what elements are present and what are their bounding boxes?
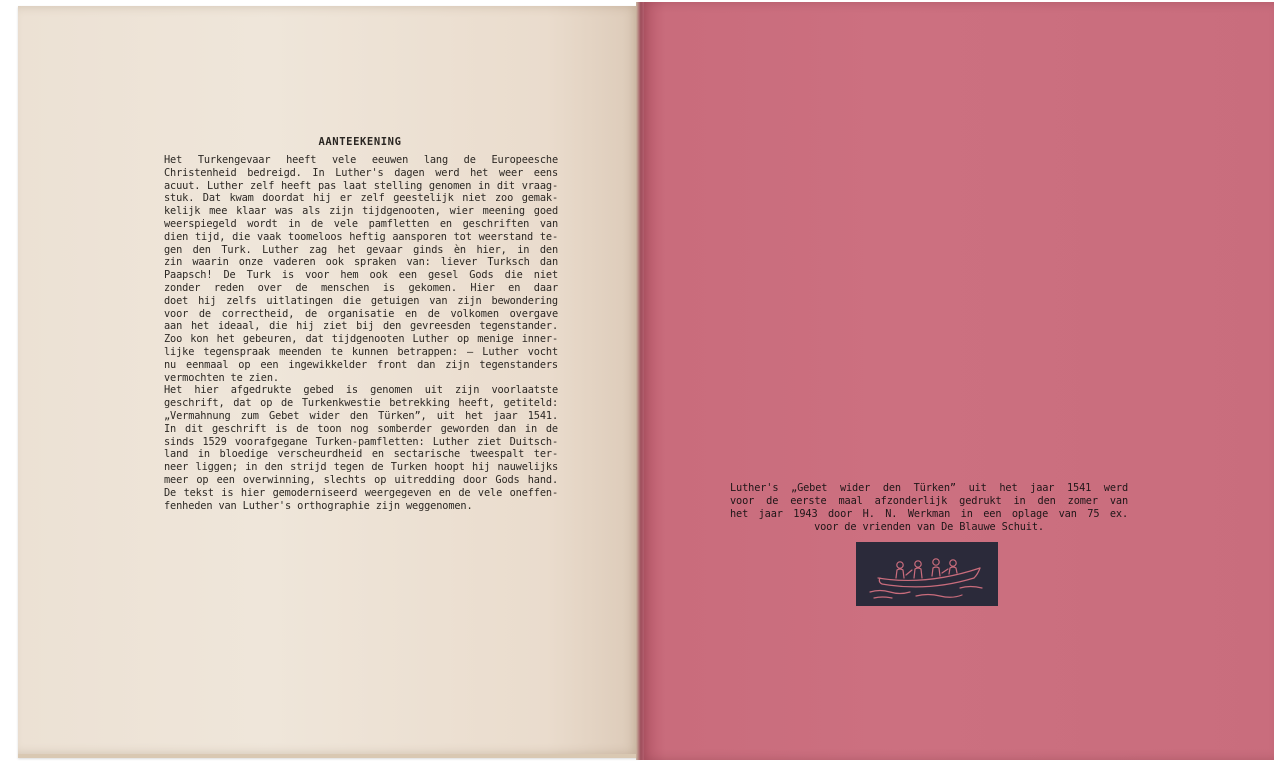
note-line: doet hij zelfs uitlatingen die getuigen van zijn bewondering: [164, 294, 558, 307]
note-line: „Vermahnung zum Gebet wider den Türken”, uit het jaar 1541.: [164, 409, 558, 422]
note-line: acuut. Luther zelf heeft pas laat stelling genomen in dit vraag-: [164, 179, 558, 192]
book-gutter: [636, 2, 644, 760]
note-line: geschrift, dat op de Turkenkwestie betrekking heeft, getiteld:: [164, 397, 558, 410]
note-line: In dit geschrift is de toon nog somberder geworden dan in de: [164, 422, 558, 435]
note-line: Het hier afgedrukte gebed is genomen uit zijn voorlaatste: [164, 384, 558, 397]
colophon-line: voor de eerste maal afzonderlijk gedrukt in den zomer van: [730, 495, 1128, 507]
boat-woodcut-icon: [856, 542, 998, 606]
note-line: De tekst is hier gemoderniseerd weergegeven en de vele oneffen-: [164, 486, 558, 499]
note-line: voor de correctheid, de organisatie en de volkomen overgave: [164, 307, 558, 320]
note-line: stuk. Dat kwam doordat hij er zelf geestelijk niet zoo gemak-: [164, 192, 558, 205]
note-line: lijke tegenspraak meenden te kunnen betrappen: — Luther vocht: [164, 345, 558, 358]
note-line: zonder reden over de menschen is gekomen. Hier en daar: [164, 281, 558, 294]
note-line: aan het ideaal, die hij ziet bij den gevreesden tegenstander.: [164, 320, 558, 333]
note-line: Zoo kon het gebeuren, dat tijdgenooten Luther op menige inner-: [164, 333, 558, 346]
note-line: Paapsch! De Turk is voor hem ook een gesel Gods die niet: [164, 269, 558, 282]
note-body: [164, 154, 558, 512]
note-line: weerspiegeld wordt in de vele pamfletten en geschriften van: [164, 217, 558, 230]
colophon: [730, 482, 1128, 534]
note-line: zin waarin onze vaderen ook spraken van: liever Turksch dan: [164, 256, 558, 269]
note-line: dien tijd, die vaak toomeloos heftig aansporen tot weerstand te-: [164, 230, 558, 243]
note-line: Het Turkengevaar heeft vele eeuwen lang de Europeesche: [164, 154, 558, 166]
colophon-line: voor de vrienden van De Blauwe Schuit.: [814, 521, 1044, 533]
note-line: kelijk mee klaar was als zijn tijdgenooten, wier meening goed: [164, 205, 558, 218]
note-line: Christenheid bedreigd. In Luther's dagen werd het weer eens: [164, 166, 558, 179]
note-heading: AANTEEKENING: [318, 136, 402, 148]
note-line: fenheden van Luther's orthographie zijn weggenomen.: [164, 499, 473, 512]
colophon-line: Luther's „Gebet wider den Türken” uit het jaar 1541 werd: [730, 482, 1128, 494]
note-line: neer liggen; in den strijd tegen de Turken hoopt hij nauwelijks: [164, 461, 558, 474]
colophon-line: het jaar 1943 door H. N. Werkman in een oplage van 75 ex.: [730, 508, 1128, 520]
note-line: sinds 1529 voorafgegane Turken-pamfletten: Luther ziet Duitsch-: [164, 435, 558, 448]
note-line: meer op een overwinning, slechts op uitredding door Gods hand.: [164, 473, 558, 486]
note-line: land in bloedige verscheurdheid en sectarische tweespalt ter-: [164, 448, 558, 461]
note-line: vermochten te zien.: [164, 371, 279, 384]
note-line: nu eenmaal op een ingewikkelder front dan zijn tegenstanders: [164, 358, 558, 371]
right-page: [640, 2, 1274, 760]
note-line: gen den Turk. Luther zag het gevaar ginds èn hier, in den: [164, 243, 558, 256]
